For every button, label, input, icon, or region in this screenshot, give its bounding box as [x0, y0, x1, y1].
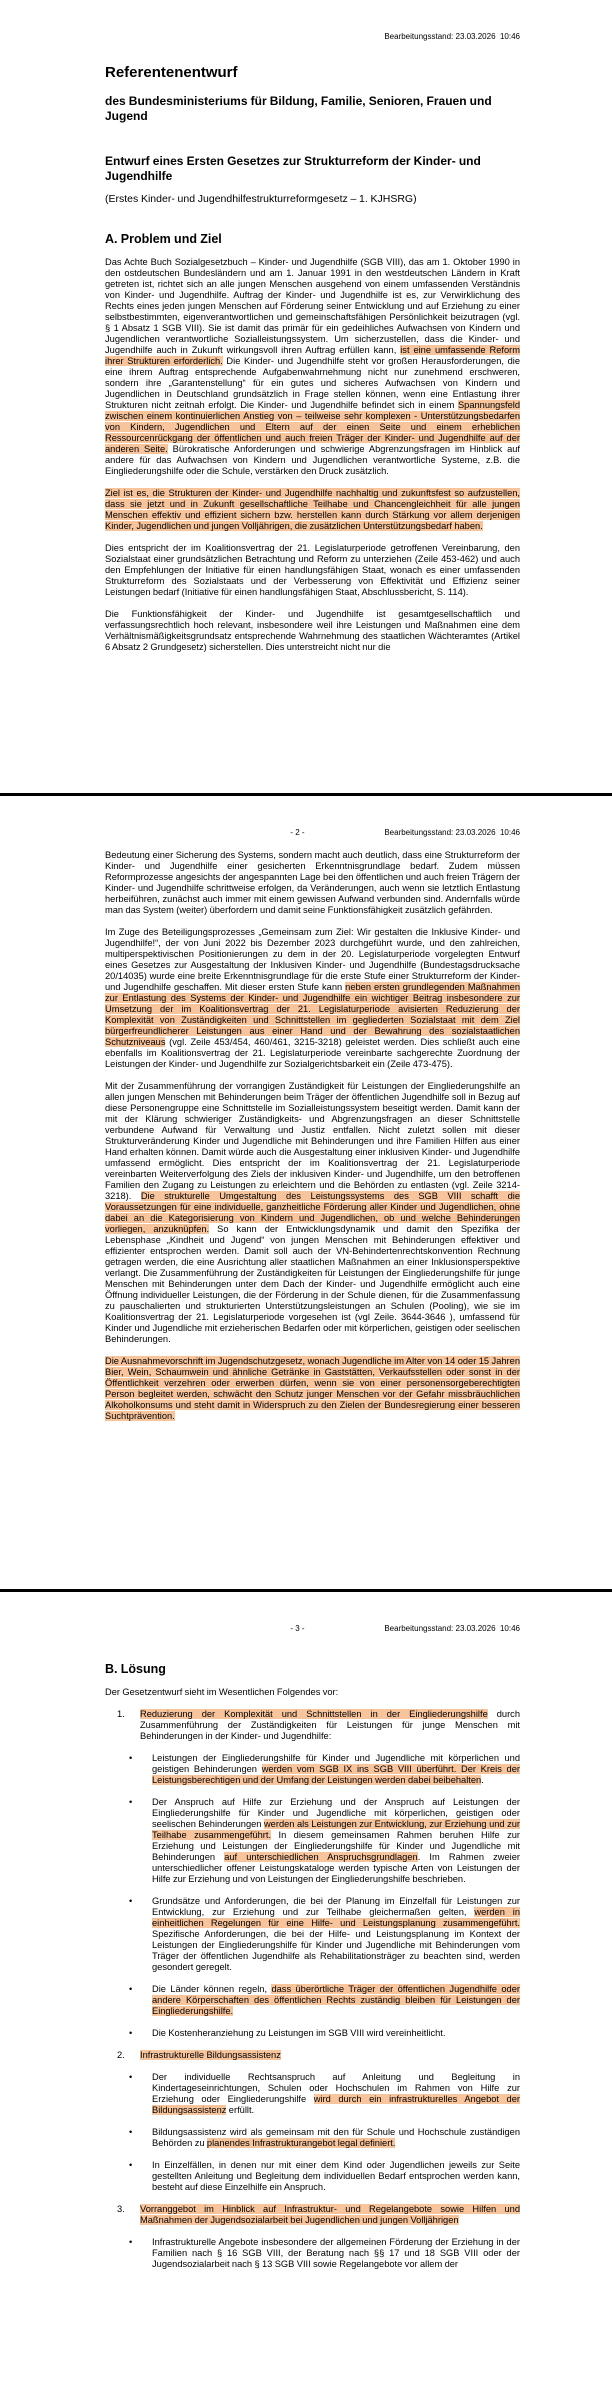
text: Infrastrukturelle Angebote insbesondere der allgemeinen Förderung der Erziehung in der Familien nach § 16 SGB VIII, der Beratung nach §§ 17 und 18 SGB VIII oder der Jugendsozialarbeit nach § 13 SGB VIII sowie Regelangebote vor allem der: [152, 2237, 520, 2269]
list-marker: •: [129, 2127, 133, 2137]
bullet-item: [105, 2160, 520, 2193]
page-2: [0, 796, 612, 1589]
paragraph: [105, 1356, 520, 1422]
text: In diesem gemeinsamen Rahmen beruhen Hilfe zur Erziehung und Leistungen der Eingliederungshilfe für Kinder und Jugendliche mit Behinderungen: [152, 1830, 520, 1862]
text: Der Anspruch auf Hilfe zur Erziehung und der Anspruch auf Leistungen der Eingliederungshilfe für Kinder und Jugendliche mit körperlichen, geistigen oder seelischen Behinderungen: [152, 1797, 520, 1829]
highlighted-text: Spannungsfeld zwischen einem kontinuierlichen Anstieg von – teilweise sehr komplexen - Unterstützungsbedarfen von Kindern, Jugendlichen und Eltern auf der einen Seite und einem erheblichen Ressourcenrückgang der öffentlichen und auch freien Träger der Kinder- und Jugendhilfe auf der anderen Seite.: [105, 399, 520, 454]
page-1: [0, 0, 612, 793]
highlighted-text: Infrastrukturelle Bildungsassistenz: [140, 2050, 281, 2060]
text: Referentenentwurf: [105, 64, 238, 81]
list-item-text: [152, 1797, 520, 1885]
list-marker: •: [129, 2028, 133, 2038]
paragraph: [105, 927, 520, 1070]
list-item-text: [152, 2072, 520, 2116]
text: Entwurf eines Ersten Gesetzes zur Strukturreform der Kinder- und Jugendhilfe: [105, 154, 481, 183]
text: Bedeutung einer Sicherung des Systems, sondern macht auch deutlich, dass eine Strukturreform der Kinder- und Jugendhilfe einer gesicherten Erkenntnisgrundlage bedarf. Zudem müssen Reformprozesse angesichts der angespannten Lage bei den öffentlichen und auch freien Trägern der Kinder- und Jugendhilfe schrittweise erfolgen, da Veränderungen, auch wenn sie letztlich Entlastung herbeiführen, zunächst auch immer mit einem gewissen Aufwand verbunden sind. Andernfalls würde man das System (weiter) überfordern und damit seine Funktionsfähigkeit zusätzlich gefährden.: [105, 850, 520, 915]
text: Die Länder können regeln,: [152, 1984, 272, 1994]
list-item-text: [152, 2237, 520, 2270]
list-item-text: [152, 1984, 520, 2017]
edit-status-stamp: Bearbeitungsstand: 23.03.2026 10:46: [384, 32, 520, 41]
list-item-text: [152, 2127, 520, 2149]
list-marker: •: [129, 1896, 133, 1906]
list-marker: 2.: [117, 2050, 125, 2060]
text: A. Problem und Ziel: [105, 231, 222, 246]
text: Dies entspricht der im Koalitionsvertrag der 21. Legislaturperiode getroffenen Vereinbarung, den Sozialstaat einer grundsätzlichen Betrachtung und Reform zu unterziehen (Zeile 453-462) und auch den Empfehlungen der Initiative für einen handlungsfähigen Staat, wonach es einer umfassenden Strukturreform des Sozialstaats und der Verbesserung von Effektivität und Effizienz seiner Leistungen bedarf (Initiative für einen handlungsfähigen Staat, Abschlussbericht, S. 114).: [105, 542, 520, 597]
text: Bildungsassistenz wird als gemeinsam mit den für Schule und Hochschule zuständigen Behörden zu: [152, 2127, 520, 2148]
list-marker: •: [129, 2160, 133, 2170]
text: Mit der Zusammenführung der vorrangigen Zuständigkeit für Leistungen der Eingliederungshilfe an allen jungen Menschen mit Behinderungen beim Träger der öffentlichen Jugendhilfe soll in Bezug auf diese Personengruppe eine Schnittstelle im Sozialleistungssystem beseitigt werden. Damit kann der mit der Klärung schwieriger Zuständigkeits- und Abgrenzungsfragen an dieser Schnittstelle verbundene Aufwand für Verwaltung und Justiz entfallen. Nicht zuletzt sollen mit dieser Strukturveränderung Kinder und Jugendliche mit Behinderungen und ihre Familien Hilfen aus einer Hand erhalten können. Damit würde auch die Ausgestaltung einer inklusiven Kinder- und Jugendhilfe umfassend ermöglicht. Dies entspricht der im Koalitionsvertrag der 21. Legislaturperiode vereinbarten Weiterverfolgung des Ziels der inklusiven Kinder- und Jugendhilfe, um den betroffenen Familien den Zugang zu Leistungen zu erleichtern und die Behörden zu entlasten (vgl. Zeile 3214-3218).: [105, 1081, 520, 1201]
page-1-content: [105, 64, 520, 653]
paragraph: [105, 488, 520, 532]
paragraph: [105, 543, 520, 598]
list-item-text: [140, 1709, 520, 1742]
bullet-item: [105, 2127, 520, 2149]
edit-status-stamp: Bearbeitungsstand: 23.03.2026 10:46: [384, 1624, 520, 1633]
highlighted-text: Reduzierung der Komplexität und Schnittstellen in der Eingliederungshilfe: [140, 1709, 488, 1719]
list-marker: •: [129, 1984, 133, 1994]
list-item-text: [152, 1896, 520, 1973]
list-marker: 3.: [117, 2204, 125, 2214]
text: Der individuelle Rechtsanspruch auf Anleitung und Begleitung in Kindertageseinrichtungen, Schulen oder Hochschulen im Rahmen von Hilfe zur Erziehung oder Eingliederungshilfe: [152, 2072, 520, 2104]
highlighted-text: wird durch ein infrastrukturelles Angebot der Bildungsassistenz: [152, 2094, 520, 2115]
highlighted-text: planendes Infrastrukturangebot legal definiert.: [206, 2138, 396, 2148]
text: So kann der Entwicklungsdynamik und damit den Spezifika der Lebensphase „Kindheit und Jugend“ von jungen Menschen mit Behinderungen effektiver und effizienter entsprochen werden. Damit soll auch der VN-Behindertenrechtskonvention Rechnung getragen werden, die eine Ausrichtung aller staatlichen Maßnahmen an einer Inklusionsperspektive verlangt. Die Zusammenführung der Zuständigkeiten für Leistungen der Eingliederungshilfe für junge Menschen mit Behinderungen unter dem Dach der Kinder- und Jugendhilfe ermöglicht auch eine Öffnung individueller Leistungen, die der Förderung in der Schule dienen, für die Zusammenfassung zu pauschalierten und strukturierten Unterstützungsleistungen an Schulen (Pooling), wie sie im Koalitionsvertrag der 21. Legislaturperiode vorgesehen ist (vgl Zeile. 3644-3646 ), umfassend für Kinder und Jugendliche mit erzieherischen Bedarfen oder mit körperlichen, geistigen oder seelischen Behinderungen.: [105, 1224, 520, 1344]
highlighted-text: werden vom SGB IX ins SGB VIII überführt. Der Kreis der Leistungsberechtigen und der Umfang der Leistungen werden dabei beibehalten: [152, 1764, 520, 1785]
list-marker: •: [129, 1797, 133, 1807]
page-2-content: [105, 850, 520, 1422]
list-marker: •: [129, 1753, 133, 1763]
bullet-item: [105, 2072, 520, 2116]
page-2-header: [105, 828, 520, 839]
text: Der Gesetzentwurf sieht im Wesentlichen Folgendes vor:: [105, 1687, 339, 1697]
highlighted-text: werden als Leistungen zur Entwicklung, zur Erziehung und zur Teilhabe zusammengeführt.: [152, 1819, 520, 1840]
list-item-text: [140, 2050, 520, 2061]
text: erfüllt.: [226, 2105, 255, 2115]
page-3: [0, 1592, 612, 2385]
text: des Bundesministeriums für Bildung, Familie, Senioren, Frauen und Jugend: [105, 94, 492, 123]
list-marker: •: [129, 2072, 133, 2082]
text: (vgl. Zeile 453/454, 460/461, 3215-3218) geleistet werden. Dies schließt auch eine ebenfalls im Koalitionsvertrag der 21. Legislaturperiode vereinbarte sachgerechte Zuordnung der Leistungen der Kinder- und Jugendhilfe zur Sozialgerichtsbarkeit ein (Zeile 473-475).: [105, 1037, 520, 1069]
text: (Erstes Kinder- und Jugendhilfestrukturreformgesetz – 1. KJHSRG): [105, 192, 417, 205]
text: Die Kinder- und Jugendhilfe steht vor großen Herausforderungen, die eine ihrem Auftrag entsprechende Aufgabenwahrnehmung nicht nur zunehmend erschweren, sondern ihre „Garantenstellung“ für ein gutes und sicheres Aufwachsen von Kindern und Jugendlichen in Deutschland grundsätzlich in Frage stellen können, wenn eine Entlastung ihrer Strukturen nicht zeitnah erfolgt. Die Kinder- und Jugendhilfe befindet sich in einem: [105, 355, 520, 410]
edit-status-stamp: Bearbeitungsstand: 23.03.2026 10:46: [384, 828, 520, 837]
page-number: - 2 -: [290, 828, 305, 837]
page-number: - 3 -: [290, 1624, 305, 1633]
list-marker: 1.: [117, 1709, 125, 1719]
text: B. Lösung: [105, 1662, 166, 1676]
list-item-text: [140, 2204, 520, 2226]
paragraph: [105, 257, 520, 477]
bullet-item: [105, 2028, 520, 2039]
paragraph: [105, 850, 520, 916]
text: .: [481, 1775, 484, 1785]
text: Die Funktionsfähigkeit der Kinder- und Jugendhilfe ist gesamtgesellschaftlich und verfassungsrechtlich hoch relevant, insbesondere weil ihre Leistungen und Maßnahmen eine dem Verhältnismäßigkeitsgrundsatz entsprechende Wahrnehmung des staatlichen Wächteramtes (Artikel 6 Absatz 2 Grundgesetz) sicherstellen. Dies unterstreicht nicht nur die: [105, 608, 520, 652]
highlighted-text: neben ersten grundlegenden Maßnahmen zur Entlastung des Systems der Kinder- und Jugendhilfe ein wichtiger Beitrag insbesondere zur Umsetzung der im Koalitionsvertrag der 21. Legislaturperiode avisierten Reduzierung der Komplexität von Zuständigkeiten und Schnittstellen im gegliederten Sozialstaat mit dem Ziel bürgerfreundlicherer Leistungen aus einer Hand und der Bewahrung des sozialstaatlichen Schutzniveaus: [105, 982, 521, 1047]
bullet-item: [105, 1896, 520, 1973]
text: durch Zusammenführung der Zuständigkeiten für Leistungen für junge Menschen mit Behinderungen in der Kinder- und Jugendhilfe:: [140, 1709, 521, 1741]
highlighted-text: werden in einheitlichen Regelungen für eine Hilfe- und Leistungsplanung zusammengeführt.: [152, 1907, 520, 1928]
page-3-content: [105, 1662, 520, 2270]
text: Leistungen der Eingliederungshilfe für Kinder und Jugendliche mit körperlichen und geistigen Behinderungen: [152, 1753, 520, 1774]
law-subtitle: [105, 193, 520, 205]
paragraph: [105, 1687, 520, 1698]
text: Grundsätze und Anforderungen, die bei der Planung im Einzelfall für Leistungen zur Entwicklung, zur Erziehung und zur Teilhabe gleichermaßen gelten,: [152, 1896, 520, 1917]
text: Im Zuge des Beteiligungsprozesses „Gemeinsam zum Ziel: Wir gestalten die Inklusive Kinder- und Jugendhilfe!“, der von Juni 2022 bis Dezember 2023 durchgeführt wurde, und den zahlreichen, multiperspektivischen Positionierungen zu dem in der 20. Legislaturperiode vorgelegten Entwurf eines Gesetzes zur Ausgestaltung der Inklusiven Kinder- und Jugendhilfe (Bundestagsdrucksache 20/14035) wurde eine breite Erkenntnisgrundlage für die erste Stufe einer Strukturreform der Kinder- und Jugendhilfe geschaffen. Mit dieser ersten Stufe kann: [105, 927, 520, 992]
doc-subtitle: [105, 94, 520, 123]
text: . Im Rahmen zweier unterschiedlicher offener Leistungskataloge werden typische Arten von Leistungen der Hilfe zur Erziehung und von Leistungen der Eingliederungshilfe beschrieben.: [152, 1852, 520, 1884]
text: Die Kostenheranziehung zu Leistungen im SGB VIII wird vereinheitlicht.: [152, 2028, 446, 2038]
numbered-item: [105, 1709, 520, 1742]
paragraph: [105, 1081, 520, 1345]
bullet-item: [105, 2237, 520, 2270]
numbered-item: [105, 2050, 520, 2061]
list-item-text: [152, 1753, 520, 1786]
text: Das Achte Buch Sozialgesetzbuch – Kinder- und Jugendhilfe (SGB VIII), das am 1. Oktober 1990 in den ostdeutschen Bundesländern und am 1. Januar 1991 in den westdeutschen Ländern in Kraft getreten ist, richtet sich an alle jungen Menschen ausgehend von einem umfassenden Verständnis von Kinder- und Jugendhilfe. Auftrag der Kinder- und Jugendhilfe ist es, zur Verwirklichung des Rechts eines jeden jungen Menschen auf Förderung seiner Entwicklung und auf Erziehung zu einer selbstbestimmten, eigenverantwortlichen und gemeinschaftsfähigen Persönlichkeit beizutragen (vgl. § 1 Absatz 1 SGB VIII). Sie ist damit das primär für ein gedeihliches Aufwachsen von Kindern und Jugendlichen verantwortliche Sozialleistungssystem. Um sicherzustellen, dass die Kinder- und Jugendhilfe auch in Zukunft wirkungsvoll ihren Auftrag erfüllen kann,: [105, 256, 520, 355]
text: Spezifische Anforderungen, die bei der Hilfe- und Leistungsplanung im Kontext der Leistungen der Eingliederungshilfe für Kinder und Jugendliche mit Behinderungen vom Träger der öffentlichen Jugendhilfe als Rehabilitationsträger zu beachten sind, werden gesondert geregelt.: [152, 1929, 520, 1972]
numbered-item: [105, 2204, 520, 2226]
law-title: [105, 154, 520, 183]
highlighted-text: auf unterschiedlichen Anspruchsgrundlagen: [224, 1852, 418, 1862]
text: In Einzelfällen, in denen nur mit einer dem Kind oder Jugendlichen jeweils zur Seite gestellten Anleitung und Begleitung dem individuellen Bedarf entsprochen werden kann, besteht auf diese Einzelhilfe ein Anspruch.: [152, 2160, 520, 2192]
bullet-item: [105, 1797, 520, 1885]
section-heading: [105, 232, 520, 246]
highlighted-text: Die strukturelle Umgestaltung des Leistungssystems des SGB VIII schafft die Voraussetzungen für eine individuelle, ganzheitliche Förderung aller Kinder und Jugendlichen, ohne dabei an die Kategorisierung von Kindern und Jugendlichen, ob und welche Behinderungen vorliegen, anzuknüpfen.: [105, 1191, 520, 1234]
page-1-header: [105, 32, 520, 43]
list-item-text: [152, 2028, 520, 2039]
page-3-header: [105, 1624, 520, 1635]
bullet-item: [105, 1753, 520, 1786]
highlighted-text: Die Ausnahmevorschrift im Jugendschutzgesetz, wonach Jugendliche im Alter von 14 oder 15 Jahren Bier, Wein, Schaumwein und ähnliche Getränke in Gaststätten, Verkaufsstellen oder sonst in der Öffentlichkeit verzehren oder erwerben dürfen, wenn sie von einer personensorgeberechtigten Person begleitet werden, schwächt den Schutz junger Menschen vor der Gefahr missbräuchlichen Alkoholkonsums und steht damit in Widerspruch zu den Zielen der Bundesregierung einer besseren Suchtprävention.: [105, 1356, 520, 1421]
highlighted-text: Vorranggebot im Hinblick auf Infrastruktur- und Regelangebote sowie Hilfen und Maßnahmen der Jugendsozialarbeit bei Jugendlichen und jungen Volljährigen: [140, 2204, 520, 2225]
list-marker: •: [129, 2237, 133, 2247]
highlighted-text: dass überörtliche Träger der öffentlichen Jugendhilfe oder andere Körperschaften des öffentlichen Rechts zuständig bleiben für Leistungen der Eingliederungshilfe.: [152, 1984, 520, 2016]
highlighted-text: ist eine umfassende Reform ihrer Strukturen erforderlich.: [105, 344, 520, 366]
paragraph: [105, 609, 520, 653]
list-item-text: [152, 2160, 520, 2193]
section-heading: [105, 1662, 520, 1676]
text: Bürokratische Anforderungen und schwierige Abgrenzungsfragen im Hinblick auf andere für das Aufwachsen von Kindern und Jugendlichen verantwortliche Systeme, z.B. die Eingliederungshilfe oder die Schule, verstärken den Druck zusätzlich.: [105, 443, 521, 476]
doc-title: [105, 64, 520, 81]
highlighted-text: Ziel ist es, die Strukturen der Kinder- und Jugendhilfe nachhaltig und zukunftsfest so aufzustellen, dass sie jetzt und in Zukunft gesellschaftliche Teilhabe und Chancengleichheit für alle jungen Menschen effektiv und effizient sichern bzw. herstellen kann durch Stärkung vor allem derjenigen Kinder, Jugendlichen und jungen Volljährigen, die zusätzlichen Unterstützungsbedarf haben.: [105, 487, 520, 531]
bullet-item: [105, 1984, 520, 2017]
